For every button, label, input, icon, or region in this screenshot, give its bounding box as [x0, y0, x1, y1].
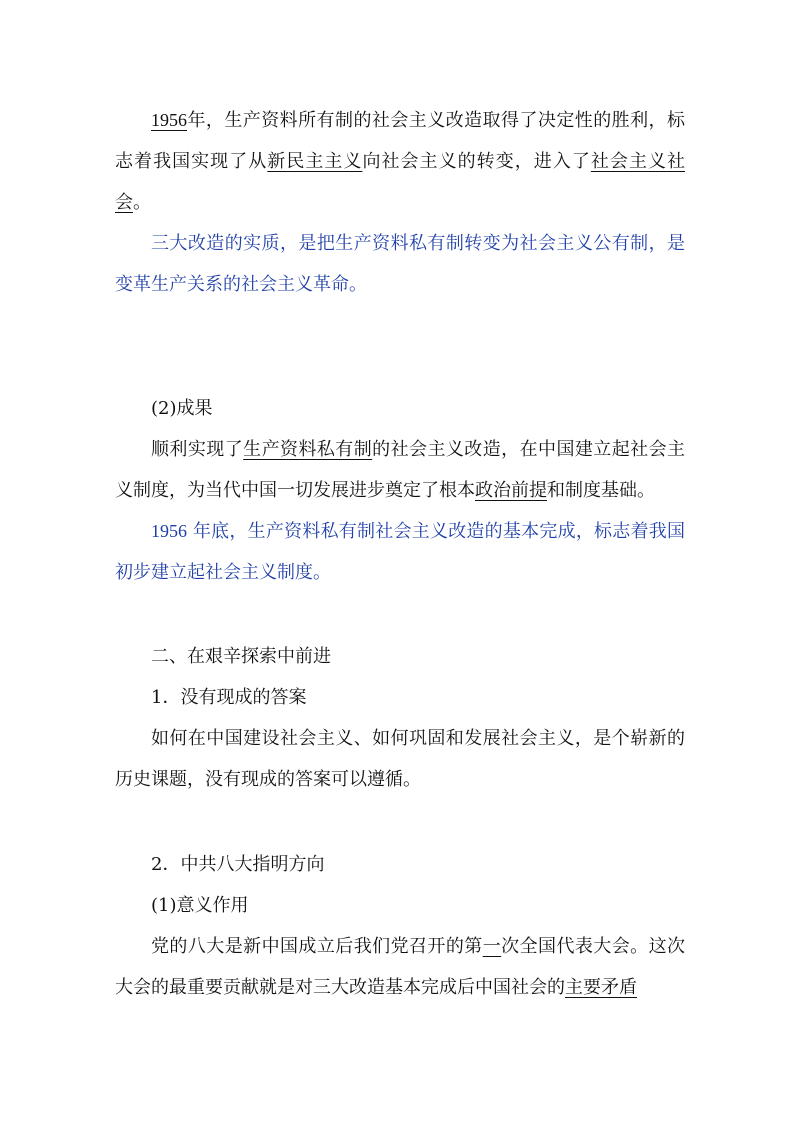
text-segment: 次全国代表大会。这次大会的最重要贡献就是对三大改造基本完成后中国社会的 — [115, 936, 686, 998]
heading-results: (2)成果 — [151, 398, 213, 419]
paragraph-results — [115, 429, 685, 511]
paragraph-transformation-victory — [115, 100, 685, 223]
underlined-socialist-society: 社会主义社会 — [115, 151, 686, 213]
text-segment: 向社会主义的转变，进入了 — [362, 151, 591, 172]
paragraph-eighth-congress — [115, 926, 685, 1008]
underlined-first: 一 — [482, 936, 502, 957]
underlined-political-premise: 政治前提 — [475, 480, 547, 501]
subheading-no-ready-answer: 1．没有现成的答案 — [151, 687, 307, 708]
text-segment: 党的八大是新中国成立后我们党召开的第 — [151, 936, 483, 957]
underlined-year: 1956 — [151, 110, 187, 130]
subheading-significance: (1)意义作用 — [151, 895, 249, 916]
paragraph-end-1956-blue — [115, 511, 685, 593]
paragraph-no-ready-answer: 如何在中国建设社会主义、如何巩固和发展社会主义，是个崭新的历史课题，没有现成的答案可以遵循。 — [115, 728, 685, 790]
paragraph-essence-blue: 三大改造的实质，是把生产资料私有制转变为社会主义公有制，是变革生产关系的社会主义革命。 — [115, 233, 685, 295]
text-segment: 顺利实现了 — [151, 439, 244, 460]
year-text: 1956 — [151, 521, 187, 541]
underlined-new-democracy: 新民主主义 — [267, 151, 363, 172]
text-segment: 和制度基础。 — [547, 480, 655, 501]
text-segment: 年底，生产资料私有制社会主义改造的基本完成，标志着我国初步建立起社会主义制度。 — [115, 521, 685, 583]
text-segment: 年，生产资料所有制的社会主义改造取得了决定性的胜利，标志着我国实现了从 — [115, 110, 685, 172]
text-segment: 。 — [133, 192, 151, 213]
underlined-private-ownership: 生产资料私有制 — [243, 439, 373, 460]
subheading-eighth-congress: 2．中共八大指明方向 — [151, 854, 325, 875]
section-heading-exploration: 二、在艰辛探索中前进 — [151, 646, 331, 667]
text-segment: 的社会主义改造，在中国建立起社会主义制度，为当代中国一切发展进步奠定了根本 — [115, 439, 686, 501]
underlined-main-contradiction: 主要矛盾 — [565, 977, 637, 998]
